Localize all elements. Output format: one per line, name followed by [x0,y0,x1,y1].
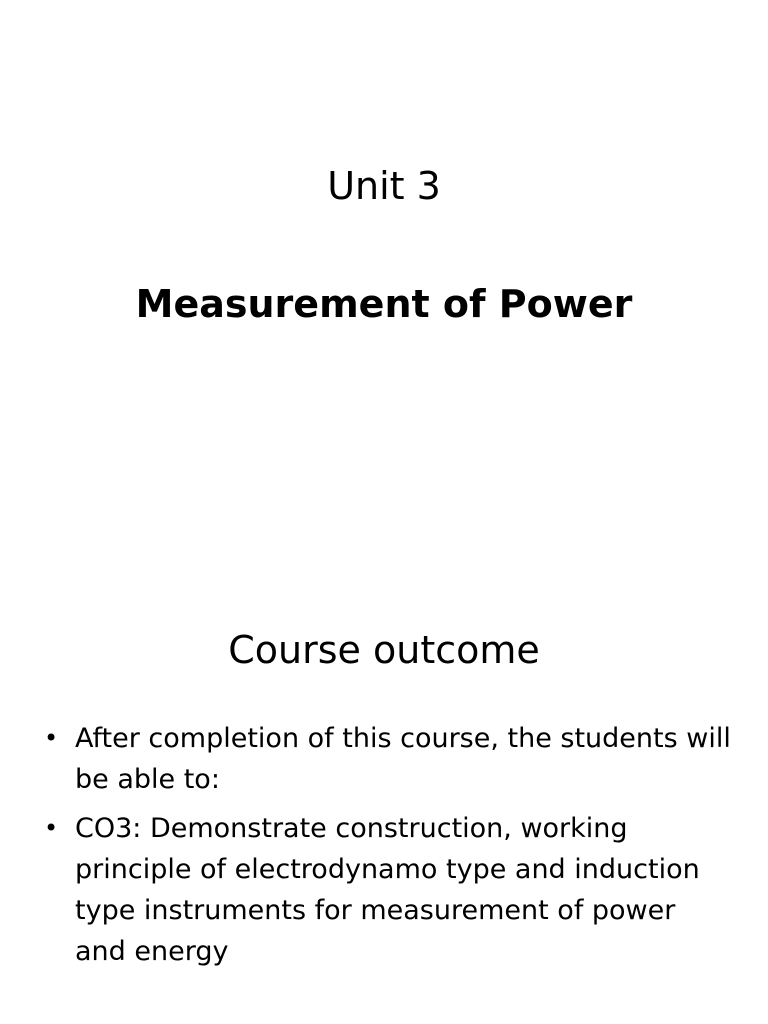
slide-title: Measurement of Power [135,282,633,326]
bullet-icon: • [44,814,59,842]
unit-label: Unit 3 [327,164,441,208]
course-outcome-slide [0,540,768,1024]
bullet-item [44,808,734,972]
bullet-text: After completion of this course, the students will be able to: [75,723,731,795]
bullet-item [44,718,734,800]
section-heading: Course outcome [228,628,540,672]
bullet-text: CO3: Demonstrate construction, working principle of electrodynamo type and induction type instruments for measurement of power and energy [75,813,700,967]
bullet-list [44,718,734,980]
bullet-icon: • [44,724,59,752]
